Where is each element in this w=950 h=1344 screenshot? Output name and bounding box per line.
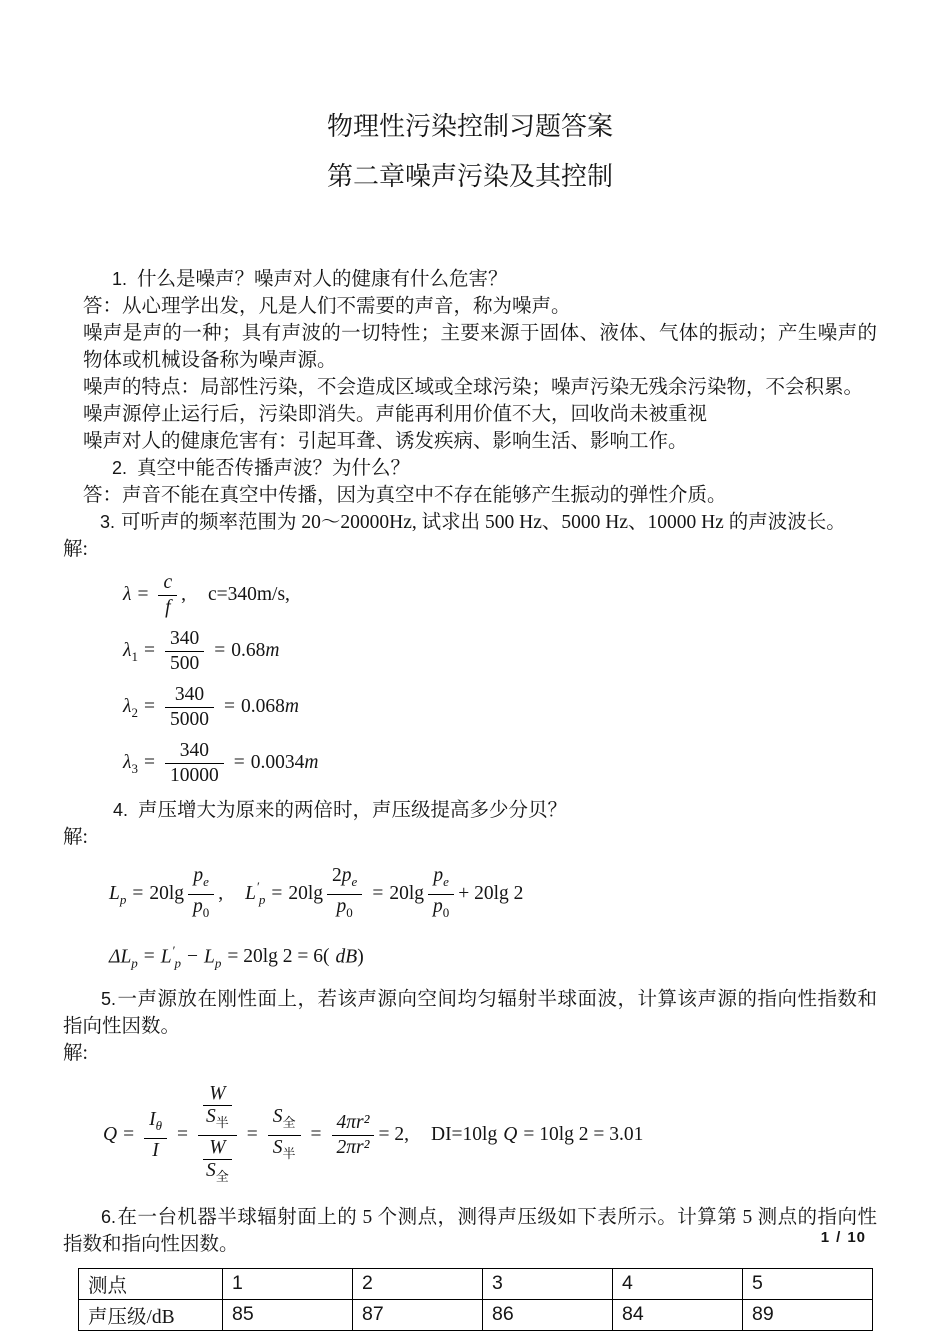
comma: , <box>218 882 224 904</box>
table-header-spl: 声压级/dB <box>79 1299 223 1330</box>
formula-spl-definition <box>109 865 877 924</box>
fraction-denominator: 5000 <box>169 709 209 730</box>
table-cell-spl-1: 85 <box>223 1299 353 1330</box>
answer-2: 答：声音不能在真空中传播，因为真空中不存在能够产生振动的弹性介质。 <box>83 485 727 506</box>
math-symbol-S: S <box>272 1137 283 1159</box>
fraction-denominator: I <box>152 1140 159 1161</box>
fraction-denominator: 500 <box>169 653 200 674</box>
page-current: 1 <box>820 1229 831 1246</box>
equals-sign: = <box>310 1124 322 1146</box>
fraction-numerator <box>268 1106 301 1136</box>
unit-meters: m <box>265 639 280 661</box>
table-header-point: 测点 <box>79 1268 223 1299</box>
fraction-numerator: W <box>203 1137 232 1160</box>
question-5-text: 一声源放在刚性面上，若该声源向空间均匀辐射半球面波，计算该声源的指向性指数和指向性因数。 <box>63 989 877 1038</box>
fraction-denominator <box>198 1136 237 1188</box>
table-cell-point-5: 5 <box>743 1268 873 1299</box>
result-value: 0.068 <box>240 695 285 717</box>
formula-wavelength-3 <box>123 740 877 787</box>
answer-1-line-2: 噪声是声的一种；具有声波的一切特性；主要来源于固体、液体、气体的振动；产生噪声的物体或机械设备称为噪声源。 <box>83 323 877 371</box>
math-symbol-L: L <box>109 882 120 904</box>
equals-sign: = <box>372 882 384 904</box>
fraction-denominator <box>327 895 362 924</box>
unit-meters: m <box>304 751 319 773</box>
equals-sign: = <box>137 583 149 605</box>
math-symbol-p: p <box>432 895 443 917</box>
table-cell-point-1: 1 <box>223 1268 353 1299</box>
table-row-spl <box>79 1299 873 1330</box>
fraction <box>327 865 362 924</box>
page-total: 10 <box>847 1229 866 1246</box>
equals-sign: = <box>176 1124 188 1146</box>
fraction-numerator: 340 <box>165 740 224 764</box>
table-row-points <box>79 1268 873 1299</box>
equals-sign: = <box>132 882 144 904</box>
fraction-numerator: W <box>203 1083 232 1106</box>
subscript: p <box>131 955 138 971</box>
math-symbol-S: S <box>205 1106 216 1128</box>
formula-directivity-factor <box>103 1083 877 1188</box>
fraction <box>158 572 177 619</box>
log-operator: 20lg <box>389 882 424 904</box>
equals-sign: = <box>143 751 155 773</box>
math-symbol-I: I <box>149 1109 156 1131</box>
fraction-numerator: 340 <box>165 628 204 652</box>
result-value: = 2, <box>378 1124 409 1146</box>
answer-1-line-5: 噪声对人的健康危害有：引起耳聋、诱发疾病、影响生活、影响工作。 <box>83 431 688 452</box>
prime-mark: ′ <box>257 879 260 895</box>
equals-sign: = <box>143 639 155 661</box>
fraction-denominator: 2πr² <box>336 1137 370 1159</box>
fraction <box>144 1109 167 1162</box>
log-operator: 20lg <box>149 882 185 904</box>
question-6-number: 6. <box>101 1206 117 1227</box>
equals-sign: = <box>271 882 283 904</box>
question-1 <box>63 266 877 293</box>
subscript: 2 <box>131 704 138 720</box>
fraction-numerator <box>428 865 454 895</box>
table-cell-spl-4: 84 <box>613 1299 743 1330</box>
question-5-number: 5. <box>101 989 117 1010</box>
speed-of-sound-note: c=340m/s, <box>207 583 290 605</box>
subscript-full: 全 <box>215 1168 229 1184</box>
measurement-table <box>78 1268 873 1331</box>
math-symbol-lambda: λ <box>123 695 132 717</box>
equals-sign: = <box>143 946 155 968</box>
result-value: 0.68 <box>231 639 266 661</box>
math-symbol-L-prime: L <box>245 882 257 904</box>
fraction <box>428 865 454 924</box>
subscript: e <box>443 873 449 889</box>
fraction <box>165 628 204 675</box>
formula-wavelength-definition <box>123 572 877 619</box>
answer-1-line-4: 噪声源停止运行后，污染即消失。声能再利用价值不大，回收尚未被重视 <box>83 404 708 425</box>
math-symbol-p: p <box>193 895 203 917</box>
log-operator: 20lg <box>288 882 324 904</box>
fraction <box>268 1106 301 1165</box>
fraction-numerator: 4πr² <box>332 1112 375 1136</box>
formula-block-directivity <box>63 1083 877 1188</box>
equals-sign: = <box>123 1124 135 1146</box>
result-expression: = 20lg 2 = 6( <box>227 946 330 968</box>
math-symbol-p: p <box>336 895 347 917</box>
solve-label-4: 解: <box>63 827 88 848</box>
fraction-numerator: 340 <box>165 684 214 708</box>
solve-label-3: 解: <box>63 539 88 560</box>
fraction <box>165 740 224 787</box>
formula-block-sound-pressure <box>63 865 877 974</box>
prime-mark: ′ <box>172 942 176 958</box>
fraction-denominator: 10000 <box>169 765 219 786</box>
subscript: 1 <box>131 648 138 664</box>
question-6 <box>63 1204 877 1258</box>
table-cell-point-3: 3 <box>483 1268 613 1299</box>
math-symbol-L: L <box>204 946 215 968</box>
fraction <box>203 1083 232 1134</box>
math-symbol-lambda: λ <box>123 639 132 661</box>
answer-1-line-1: 答：从心理学出发，凡是人们不需要的声音，称为噪声。 <box>83 296 571 317</box>
formula-block-wavelength <box>63 572 877 787</box>
subscript-half: 半 <box>215 1115 229 1131</box>
fraction-denominator <box>203 1160 232 1188</box>
fraction <box>188 865 214 924</box>
unit-meters: m <box>284 695 299 717</box>
question-2 <box>63 455 877 482</box>
solve-label-5: 解: <box>63 1043 88 1065</box>
subscript: p <box>258 891 266 907</box>
math-symbol-Q: Q <box>503 1124 518 1146</box>
math-symbol-delta-L: ΔL <box>109 946 132 968</box>
answer-1-line-3: 噪声的特点：局部性污染，不会造成区域或全球污染；噪声污染无残余污染物，不会积累。 <box>83 377 864 398</box>
table-cell-point-2: 2 <box>353 1268 483 1299</box>
equals-sign: = <box>246 1124 258 1146</box>
equals-sign: = <box>214 639 226 661</box>
result-value: 0.0034 <box>250 751 305 773</box>
fraction <box>165 684 214 731</box>
unit-decibel: dB <box>335 946 358 968</box>
page-number <box>815 1229 866 1246</box>
subscript: e <box>351 873 358 889</box>
subscript: e <box>203 873 209 889</box>
question-2-text: 真空中能否传播声波？为什么？ <box>137 458 411 479</box>
fraction <box>332 1112 375 1159</box>
subscript: 0 <box>442 904 450 920</box>
comma: , <box>181 583 186 605</box>
question-4-text: 声压增大为原来的两倍时，声压级提高多少分贝？ <box>138 800 568 821</box>
fraction-numerator: c <box>158 572 177 596</box>
page-separator: / <box>836 1229 842 1246</box>
formula-wavelength-2 <box>123 684 877 731</box>
math-symbol-p: p <box>433 865 444 886</box>
coefficient-two: 2 <box>332 865 342 886</box>
question-1-number: 1. <box>112 269 128 289</box>
fraction-numerator <box>198 1083 237 1136</box>
question-4-number: 4. <box>113 800 129 820</box>
formula-wavelength-1 <box>123 628 877 675</box>
subscript-half: 半 <box>282 1145 296 1161</box>
question-2-number: 2. <box>112 458 128 478</box>
subscript: p <box>174 955 181 971</box>
math-symbol-lambda: λ <box>123 751 132 773</box>
fraction <box>203 1137 232 1188</box>
question-3-text: 可听声的频率范围为 20～20000Hz, 试求出 500 Hz、5000 Hz、10000 Hz 的声波波长。 <box>121 512 846 533</box>
chapter-title: 第二章噪声污染及其控制 <box>326 162 613 191</box>
subscript-full: 全 <box>282 1115 296 1131</box>
math-symbol-S: S <box>272 1106 283 1128</box>
math-symbol-p: p <box>193 865 204 886</box>
fraction-denominator <box>268 1136 301 1165</box>
subscript: p <box>119 891 127 907</box>
directivity-index-expression: DI=10lg <box>430 1124 498 1146</box>
formula-spl-delta <box>109 940 877 974</box>
subscript: 0 <box>346 904 353 920</box>
table-cell-point-4: 4 <box>613 1268 743 1299</box>
directivity-index-result: = 10lg 2 = 3.01 <box>523 1124 644 1146</box>
page-title: 物理性污染控制习题答案 <box>326 112 613 141</box>
plus-term: + 20lg 2 <box>458 882 524 904</box>
question-4 <box>63 797 877 824</box>
subscript: p <box>214 955 222 971</box>
question-1-text: 什么是噪声？噪声对人的健康有什么危害？ <box>137 269 508 290</box>
equals-sign: = <box>143 695 155 717</box>
table-cell-spl-2: 87 <box>353 1299 483 1330</box>
question-5 <box>63 986 877 1040</box>
table-cell-spl-3: 86 <box>483 1299 613 1330</box>
fraction-denominator <box>428 895 454 924</box>
closing-paren: ) <box>357 946 364 968</box>
fraction-denominator: f <box>165 597 171 618</box>
equals-sign: = <box>223 695 235 717</box>
math-symbol-lambda: λ <box>123 583 132 605</box>
question-6-text: 在一台机器半球辐射面上的 5 个测点，测得声压级如下表所示。计算第 5 测点的指向性指数和指向性因数。 <box>63 1206 877 1255</box>
fraction-numerator <box>144 1109 167 1139</box>
nested-fraction <box>198 1083 237 1188</box>
question-3-number: 3. <box>100 512 116 532</box>
fraction-denominator <box>203 1106 232 1134</box>
subscript: 0 <box>202 904 210 920</box>
math-symbol-S: S <box>205 1160 216 1182</box>
table-cell-spl-5: 89 <box>743 1299 873 1330</box>
question-3 <box>63 509 877 536</box>
fraction-numerator <box>188 865 214 895</box>
fraction-numerator <box>327 865 362 895</box>
math-symbol-p: p <box>341 865 352 886</box>
math-symbol-Q: Q <box>103 1124 118 1146</box>
subscript-theta: θ <box>155 1118 162 1133</box>
subscript: 3 <box>131 760 138 776</box>
fraction-denominator <box>188 895 214 924</box>
math-symbol-L-prime: L <box>160 946 172 968</box>
minus-sign: − <box>187 946 198 968</box>
equals-sign: = <box>233 751 245 773</box>
